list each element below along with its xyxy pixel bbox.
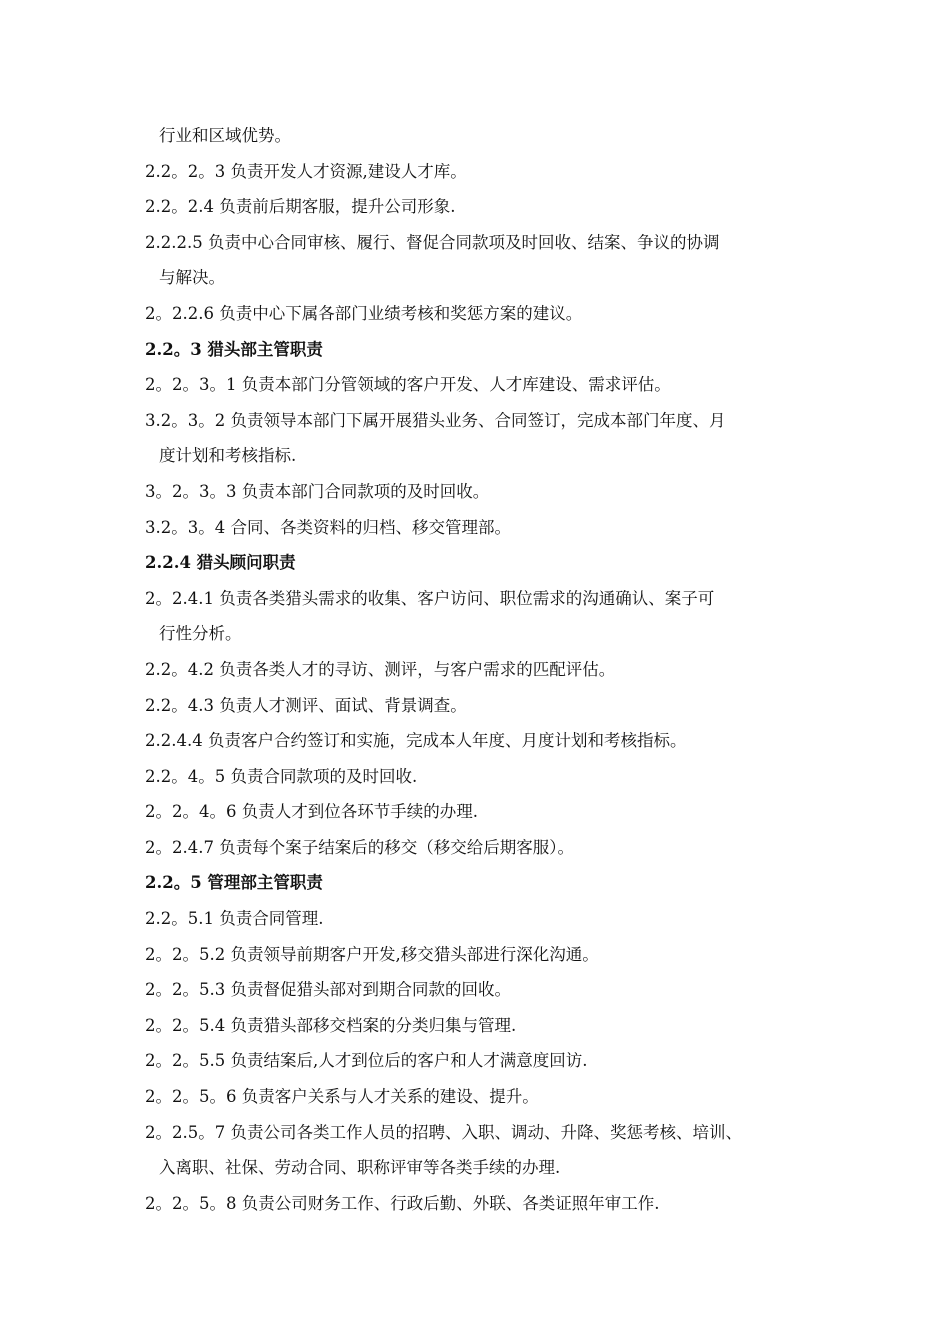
section-heading: 2.2。3 猎头部主管职责 bbox=[145, 339, 323, 359]
section-heading: 2.2.4 猎头顾问职责 bbox=[145, 553, 296, 573]
text-line: 度计划和考核指标. bbox=[159, 446, 297, 466]
section-heading: 2.2。5 管理部主管职责 bbox=[145, 873, 323, 893]
text-line: 入离职、社保、劳动合同、职称评审等各类手续的办理. bbox=[159, 1158, 561, 1178]
text-line: 3.2。3。2 负责领导本部门下属开展猎头业务、合同签订，完成本部门年度、月 bbox=[145, 410, 726, 430]
text-line: 2.2。2.4 负责前后期客服，提升公司形象. bbox=[145, 197, 456, 217]
text-line: 2。2。3。1 负责本部门分管领域的客户开发、人才库建设、需求评估。 bbox=[145, 375, 671, 395]
text-line: 行业和区域优势。 bbox=[159, 126, 291, 145]
text-line: 2。2.2.6 负责中心下属各部门业绩考核和奖惩方案的建议。 bbox=[145, 303, 583, 323]
text-line: 2.2。4.2 负责各类人才的寻访、测评，与客户需求的匹配评估。 bbox=[145, 659, 616, 679]
text-line: 行性分析。 bbox=[159, 624, 242, 644]
text-line: 2.2。5.1 负责合同管理. bbox=[145, 909, 324, 929]
text-line: 与解决。 bbox=[159, 268, 225, 288]
text-line: 2。2。5.5 负责结案后,人才到位后的客户和人才满意度回访. bbox=[145, 1051, 588, 1071]
text-line: 2.2.4.4 负责客户合约签订和实施，完成本人年度、月度计划和考核指标。 bbox=[145, 731, 687, 751]
text-line: 2。2。5.3 负责督促猎头部对到期合同款的回收。 bbox=[145, 980, 511, 1000]
text-line: 3.2。3。4 合同、各类资料的归档、移交管理部。 bbox=[145, 517, 511, 537]
text-line: 3。2。3。3 负责本部门合同款项的及时回收。 bbox=[145, 481, 490, 501]
text-line: 2。2。5.2 负责领导前期客户开发,移交猎头部进行深化沟通。 bbox=[145, 944, 599, 964]
text-line: 2。2。5。8 负责公司财务工作、行政后勤、外联、各类证照年审工作. bbox=[145, 1193, 660, 1213]
document-page bbox=[145, 118, 825, 1221]
text-line: 2。2.4.7 负责每个案子结案后的移交（移交给后期客服）。 bbox=[145, 837, 574, 857]
text-line: 2.2。2。3 负责开发人才资源,建设人才库。 bbox=[145, 161, 467, 181]
text-line: 2。2.5。7 负责公司各类工作人员的招聘、入职、调动、升降、奖惩考核、培训、 bbox=[145, 1122, 742, 1142]
text-line: 2。2。4。6 负责人才到位各环节手续的办理. bbox=[145, 802, 478, 822]
text-line: 2.2。4.3 负责人才测评、面试、背景调查。 bbox=[145, 695, 467, 715]
text-line: 2。2.4.1 负责各类猎头需求的收集、客户访问、职位需求的沟通确认、案子可 bbox=[145, 588, 715, 608]
text-line: 2.2.2.5 负责中心合同审核、履行、督促合同款项及时回收、结案、争议的协调 bbox=[145, 232, 720, 252]
text-line: 2。2。5。6 负责客户关系与人才关系的建设、提升。 bbox=[145, 1087, 539, 1107]
text-line: 2。2。5.4 负责猎头部移交档案的分类归集与管理. bbox=[145, 1015, 517, 1035]
text-line: 2.2。4。5 负责合同款项的及时回收. bbox=[145, 766, 418, 786]
